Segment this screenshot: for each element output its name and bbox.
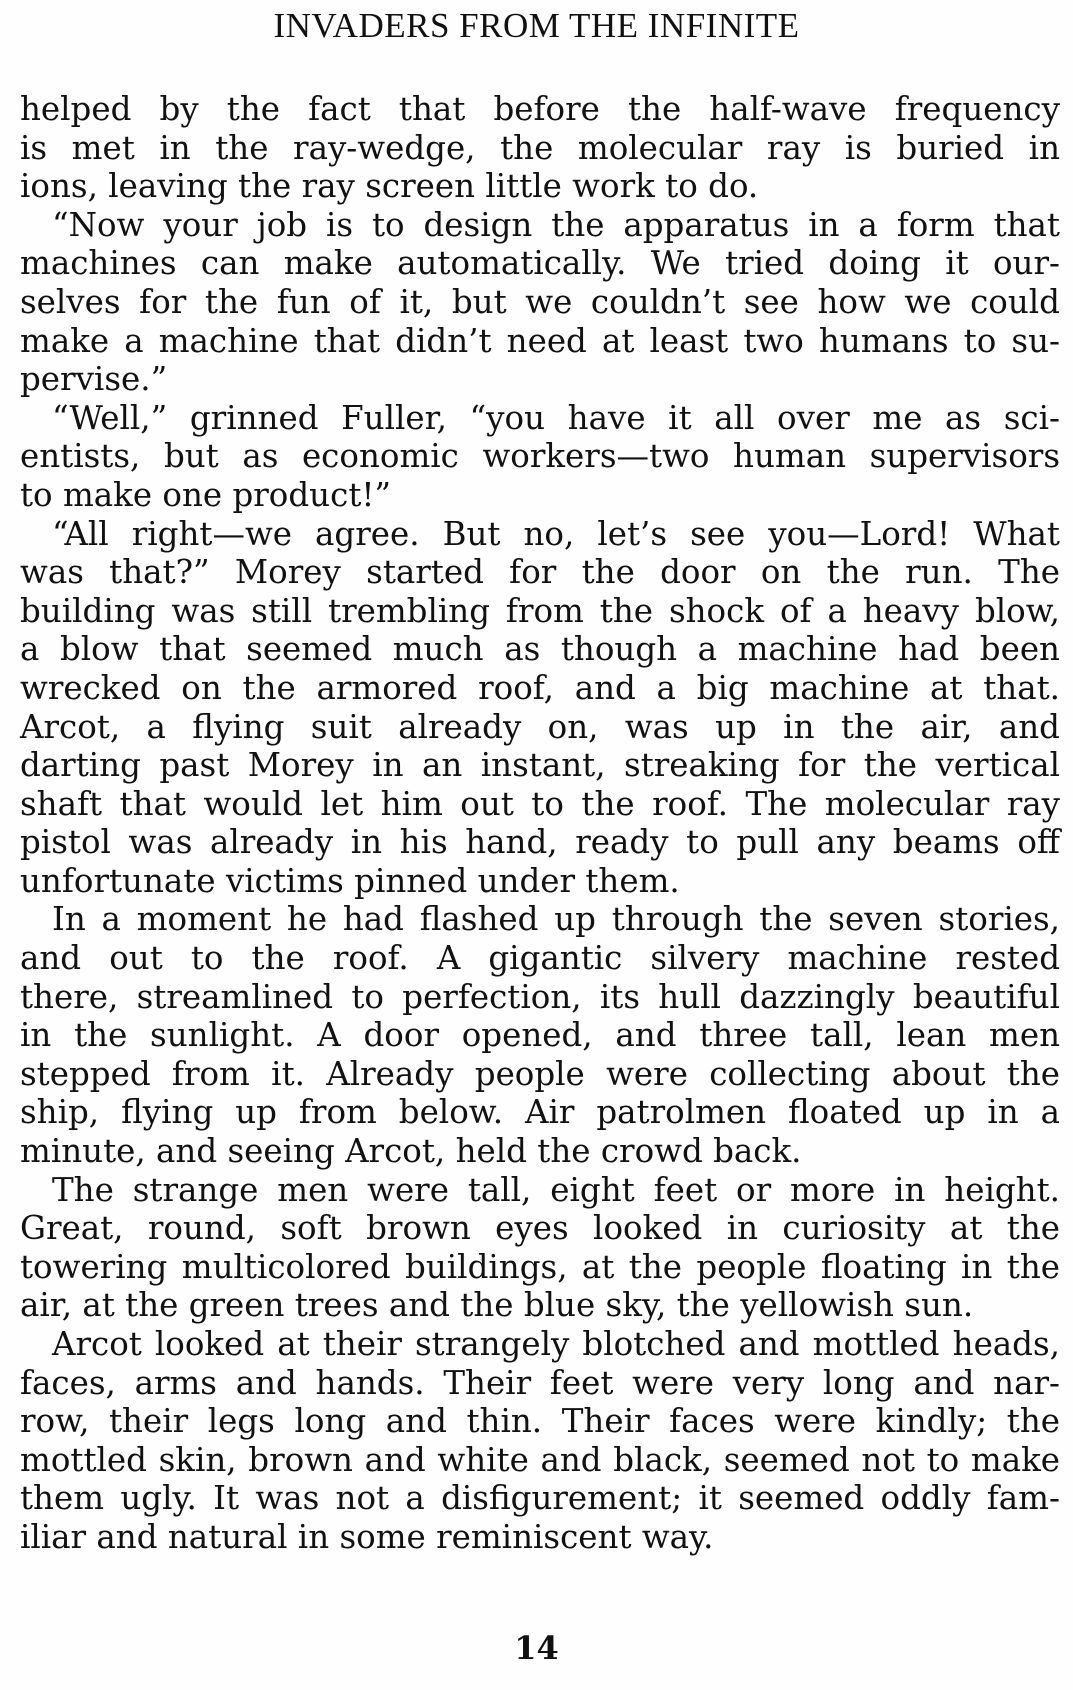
text-line: Great, round, soft brown eyes looked in curiosity at the — [20, 1209, 1060, 1248]
text-line: is met in the ray-wedge, the molecular ray is buried in — [20, 128, 1060, 167]
text-line: air, at the green trees and the blue sky, the yellowish sun. — [20, 1286, 974, 1325]
text-line: in the sunlight. A door opened, and three tall, lean men — [20, 1016, 1060, 1055]
body-text — [20, 90, 1060, 1557]
text-line: “Now your job is to design the apparatus in a form that — [52, 205, 1060, 244]
text-line: and out to the roof. A gigantic silvery machine rested — [20, 939, 1060, 978]
text-line: Arcot looked at their strangely blotched and mottled heads, — [52, 1325, 1060, 1363]
text-line: unfortunate victims pinned under them. — [20, 861, 680, 900]
text-line: mottled skin, brown and white and black, seemed not to make — [20, 1440, 1060, 1479]
text-line: stepped from it. Already people were collecting about the — [20, 1054, 1060, 1093]
text-line: pervise.” — [20, 360, 168, 399]
text-line: row, their legs long and thin. Their faces were kindly; the — [20, 1402, 1060, 1441]
text-line: wrecked on the armored roof, and a big machine at that. — [20, 668, 1060, 707]
text-line: a blow that seemed much as though a machine had been — [20, 630, 1060, 669]
text-line: machines can make automatically. We tried doing it our- — [20, 244, 1060, 283]
text-line: to make one product!” — [20, 475, 392, 514]
text-line: minute, and seeing Arcot, held the crowd back. — [20, 1132, 802, 1171]
text-line: ship, flying up from below. Air patrolmen floated up in a — [20, 1093, 1060, 1132]
text-line: was that?” Morey started for the door on the run. The — [20, 553, 1060, 592]
text-line: In a moment he had flashed up through the seven stories, — [52, 900, 1060, 939]
text-line: faces, arms and hands. Their feet were very long and nar- — [20, 1363, 1060, 1402]
text-line: building was still trembling from the shock of a heavy blow, — [20, 591, 1060, 630]
page-number: 14 — [514, 1629, 559, 1667]
text-line: Arcot, a flying suit already on, was up in the air, and — [20, 707, 1060, 746]
text-line: “All right—we agree. But no, let’s see you—Lord! What — [52, 514, 1060, 553]
text-line: them ugly. It was not a disfigurement; it seemed oddly fam- — [20, 1479, 1060, 1518]
text-line: make a machine that didn’t need at least two humans to su- — [20, 321, 1060, 360]
text-line: ions, leaving the ray screen little work to do. — [20, 167, 759, 206]
text-line: there, streamlined to perfection, its hull dazzingly beautiful — [20, 977, 1060, 1016]
text-line: helped by the fact that before the half-wave frequency — [20, 90, 1060, 128]
text-line: pistol was already in his hand, ready to pull any beams off — [20, 823, 1060, 862]
text-line: darting past Morey in an instant, streaking for the vertical — [20, 746, 1060, 785]
text-line: The strange men were tall, eight feet or more in height. — [52, 1170, 1060, 1209]
text-line: towering multicolored buildings, at the people floating in the — [20, 1247, 1060, 1286]
text-line: shaft that would let him out to the roof. The molecular ray — [20, 784, 1060, 823]
text-line: entists, but as economic workers—two human supervisors — [20, 437, 1060, 476]
text-line: iliar and natural in some reminiscent way. — [20, 1517, 714, 1556]
text-line: “Well,” grinned Fuller, “you have it all over me as sci- — [52, 398, 1060, 437]
running-title: INVADERS FROM THE INFINITE — [273, 6, 800, 45]
text-line: selves for the fun of it, but we couldn’t see how we could — [20, 282, 1060, 321]
